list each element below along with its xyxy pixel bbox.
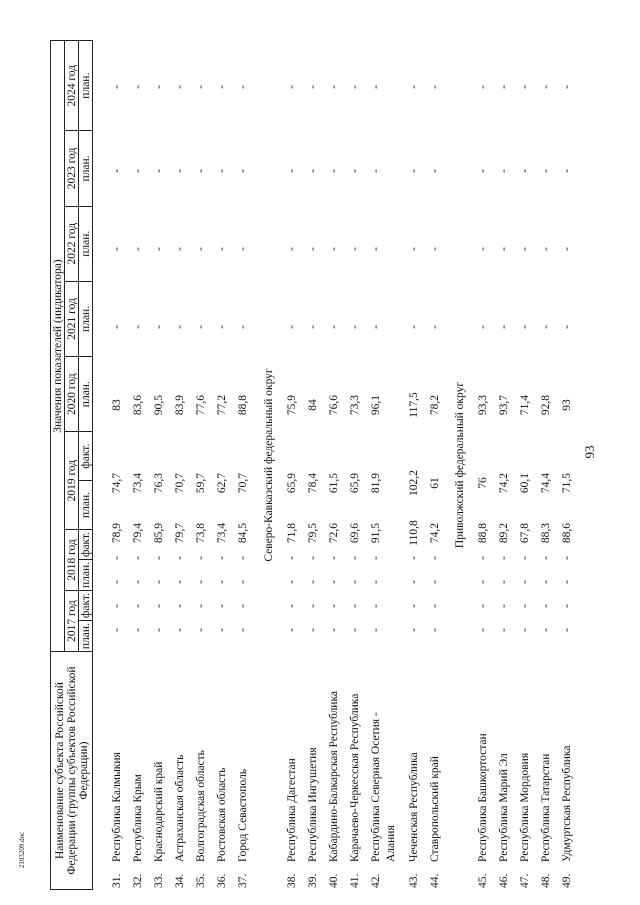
value-cell: 88,8 xyxy=(237,394,249,416)
value-cell: - xyxy=(132,85,144,89)
value-cell: - xyxy=(153,169,165,173)
value-cell: 83 xyxy=(111,399,123,411)
value-cell: - xyxy=(561,325,573,329)
value-cell: - xyxy=(174,169,186,173)
row-number: 46. xyxy=(498,873,510,888)
value-cell: - xyxy=(216,580,228,584)
value-cell: 73,3 xyxy=(349,394,361,416)
row-number: 45. xyxy=(477,873,489,888)
value-cell: - xyxy=(408,604,420,608)
value-cell: 71,8 xyxy=(286,522,298,544)
value-cell: - xyxy=(408,628,420,632)
header-year: 2024 год xyxy=(65,41,79,131)
header-year: 2018 год xyxy=(65,529,79,590)
value-cell: 74,4 xyxy=(540,472,552,494)
value-cell: 88,8 xyxy=(477,522,489,544)
header-fact: факт. xyxy=(79,529,93,559)
value-cell: - xyxy=(519,556,531,560)
value-cell: - xyxy=(174,325,186,329)
value-cell: - xyxy=(237,169,249,173)
value-cell: - xyxy=(370,169,382,173)
row-number: 35. xyxy=(195,873,207,888)
row-number: 41. xyxy=(349,873,361,888)
region-name: Чеченская Республика xyxy=(408,752,420,862)
value-cell: 73,4 xyxy=(216,522,228,544)
row-number: 31. xyxy=(111,873,123,888)
value-cell: - xyxy=(370,604,382,608)
value-cell: - xyxy=(111,169,123,173)
value-cell: - xyxy=(370,325,382,329)
value-cell: 90,5 xyxy=(153,394,165,416)
value-cell: - xyxy=(540,169,552,173)
value-cell: - xyxy=(561,604,573,608)
value-cell: - xyxy=(328,628,340,632)
value-cell: - xyxy=(286,169,298,173)
value-cell: - xyxy=(498,85,510,89)
value-cell: - xyxy=(174,85,186,89)
value-cell: - xyxy=(286,556,298,560)
value-cell: - xyxy=(307,580,319,584)
value-cell: - xyxy=(307,604,319,608)
value-cell: - xyxy=(132,628,144,632)
value-cell: 72,6 xyxy=(328,522,340,544)
value-cell: - xyxy=(174,604,186,608)
header-year: 2020 год xyxy=(65,357,79,432)
page-number: 93 xyxy=(582,445,597,459)
value-cell: 74,2 xyxy=(498,472,510,494)
value-cell: - xyxy=(498,169,510,173)
value-cell: 88,6 xyxy=(561,522,573,544)
value-cell: - xyxy=(286,325,298,329)
value-cell: - xyxy=(216,325,228,329)
header-year: 2021 год xyxy=(65,281,79,356)
value-cell: - xyxy=(519,580,531,584)
region-name: Алания xyxy=(385,825,397,862)
value-cell: 73,4 xyxy=(132,472,144,494)
value-cell: - xyxy=(216,169,228,173)
value-cell: - xyxy=(307,85,319,89)
value-cell: - xyxy=(498,604,510,608)
value-cell: 83,6 xyxy=(132,394,144,416)
value-cell: - xyxy=(349,580,361,584)
value-cell: - xyxy=(477,325,489,329)
value-cell: - xyxy=(349,628,361,632)
value-cell: - xyxy=(328,169,340,173)
table-row xyxy=(194,40,208,890)
value-cell: - xyxy=(174,247,186,251)
value-cell: - xyxy=(286,580,298,584)
value-cell: - xyxy=(132,556,144,560)
value-cell: - xyxy=(111,85,123,89)
value-cell: - xyxy=(237,580,249,584)
value-cell: - xyxy=(498,580,510,584)
header-year: 2023 год xyxy=(65,131,79,206)
value-cell: - xyxy=(370,580,382,584)
value-cell: - xyxy=(153,247,165,251)
value-cell: - xyxy=(370,556,382,560)
value-cell: - xyxy=(429,169,441,173)
region-name: Волгоградская область xyxy=(195,750,207,862)
value-cell: 85,9 xyxy=(153,522,165,544)
value-cell: - xyxy=(237,628,249,632)
value-cell: - xyxy=(174,556,186,560)
value-cell: - xyxy=(195,580,207,584)
value-cell: 76 xyxy=(477,477,489,489)
value-cell: - xyxy=(216,628,228,632)
value-cell: - xyxy=(328,604,340,608)
value-cell: - xyxy=(429,604,441,608)
region-name: Город Севастополь xyxy=(237,768,249,862)
row-number: 37. xyxy=(237,873,249,888)
value-cell: - xyxy=(286,628,298,632)
value-cell: - xyxy=(561,85,573,89)
row-number: 49. xyxy=(561,873,573,888)
row-number: 42. xyxy=(370,873,382,888)
value-cell: - xyxy=(408,325,420,329)
table-row xyxy=(110,40,124,890)
header-plan: план. xyxy=(79,281,93,356)
value-cell: - xyxy=(111,247,123,251)
value-cell: - xyxy=(408,169,420,173)
value-cell: - xyxy=(237,604,249,608)
region-name: Республика Калмыкия xyxy=(111,752,123,862)
value-cell: 117,5 xyxy=(408,392,420,418)
value-cell: - xyxy=(540,85,552,89)
value-cell: - xyxy=(174,628,186,632)
value-cell: 79,7 xyxy=(174,522,186,544)
value-cell: - xyxy=(132,247,144,251)
value-cell: - xyxy=(477,556,489,560)
value-cell: 65,9 xyxy=(286,472,298,494)
value-cell: - xyxy=(111,325,123,329)
value-cell: - xyxy=(195,604,207,608)
value-cell: - xyxy=(349,556,361,560)
region-name: Республика Марий Эл xyxy=(498,753,510,862)
value-cell: - xyxy=(349,85,361,89)
table-row xyxy=(152,40,166,890)
value-cell: 75,9 xyxy=(286,394,298,416)
header-year: 2022 год xyxy=(65,206,79,281)
value-cell: - xyxy=(429,628,441,632)
table-row xyxy=(306,40,320,890)
value-cell: - xyxy=(408,556,420,560)
table-row xyxy=(131,40,145,890)
value-cell: - xyxy=(561,628,573,632)
value-cell: 65,9 xyxy=(349,472,361,494)
value-cell: - xyxy=(370,85,382,89)
value-cell: - xyxy=(132,169,144,173)
value-cell: - xyxy=(477,169,489,173)
value-cell: - xyxy=(519,85,531,89)
value-cell: 61,5 xyxy=(328,472,340,494)
value-cell: - xyxy=(195,325,207,329)
region-name: Республика Крым xyxy=(132,774,144,862)
row-number: 48. xyxy=(540,873,552,888)
value-cell: - xyxy=(286,85,298,89)
value-cell: 110,8 xyxy=(408,520,420,546)
value-cell: - xyxy=(195,628,207,632)
value-cell: - xyxy=(408,247,420,251)
value-cell: - xyxy=(216,604,228,608)
value-cell: - xyxy=(540,556,552,560)
value-cell: 92,8 xyxy=(540,394,552,416)
value-cell: - xyxy=(153,580,165,584)
row-number: 44. xyxy=(429,873,441,888)
value-cell: - xyxy=(519,604,531,608)
region-name: Ставропольский край xyxy=(429,756,441,862)
row-number: 38. xyxy=(286,873,298,888)
value-cell: - xyxy=(111,580,123,584)
value-cell: 96,1 xyxy=(370,394,382,416)
value-cell: 70,7 xyxy=(237,472,249,494)
value-cell: - xyxy=(519,628,531,632)
header-plan: план. xyxy=(79,560,93,591)
header-fact: факт. xyxy=(79,591,93,621)
value-cell: 84,5 xyxy=(237,522,249,544)
header-fact: факт. xyxy=(79,432,93,481)
region-name: Астраханская область xyxy=(174,754,186,862)
value-cell: - xyxy=(477,604,489,608)
table-row xyxy=(369,40,397,890)
value-cell: 93 xyxy=(561,399,573,411)
value-cell: 71,5 xyxy=(561,472,573,494)
value-cell: - xyxy=(519,325,531,329)
table-row xyxy=(539,40,553,890)
table-row xyxy=(518,40,532,890)
header-plan: план. xyxy=(79,41,93,131)
table-row xyxy=(428,40,442,890)
header-indicator-group: Значения показателей (индикатора) xyxy=(51,41,65,652)
value-cell: - xyxy=(498,628,510,632)
header-plan: план. xyxy=(79,621,93,652)
rotated-table-area xyxy=(50,40,573,890)
value-cell: - xyxy=(307,556,319,560)
value-cell: - xyxy=(216,247,228,251)
value-cell: - xyxy=(408,580,420,584)
region-name: Ростовская область xyxy=(216,767,228,862)
value-cell: 76,3 xyxy=(153,472,165,494)
value-cell: - xyxy=(153,604,165,608)
value-cell: - xyxy=(349,169,361,173)
region-name: Республика Башкортостан xyxy=(477,733,489,862)
region-name: Удмуртская Республика xyxy=(561,745,573,862)
region-name: Республика Мордовия xyxy=(519,752,531,862)
value-cell: - xyxy=(477,580,489,584)
value-cell: - xyxy=(216,556,228,560)
table-row xyxy=(560,40,574,890)
header-plan: план. xyxy=(79,206,93,281)
section-heading: Приволжский федеральный округ xyxy=(454,381,466,549)
value-cell: 74,7 xyxy=(111,472,123,494)
header-year: 2017 год xyxy=(65,591,79,652)
value-cell: - xyxy=(237,325,249,329)
row-number: 40. xyxy=(328,873,340,888)
value-cell: 71,4 xyxy=(519,394,531,416)
value-cell: - xyxy=(370,628,382,632)
value-cell: - xyxy=(195,85,207,89)
value-cell: - xyxy=(498,247,510,251)
value-cell: - xyxy=(561,580,573,584)
value-cell: 60,1 xyxy=(519,472,531,494)
value-cell: - xyxy=(195,247,207,251)
value-cell: - xyxy=(153,325,165,329)
indicators-table-header xyxy=(50,40,93,890)
value-cell: - xyxy=(111,556,123,560)
value-cell: 79,4 xyxy=(132,522,144,544)
value-cell: 102,2 xyxy=(408,470,420,496)
header-plan: план. xyxy=(79,357,93,432)
value-cell: 81,9 xyxy=(370,472,382,494)
table-row xyxy=(173,40,187,890)
value-cell: 61 xyxy=(429,477,441,489)
value-cell: - xyxy=(216,85,228,89)
value-cell: 77,2 xyxy=(216,394,228,416)
row-number: 39. xyxy=(307,873,319,888)
region-name: Республика Северная Осетия - xyxy=(370,712,382,862)
row-number: 33. xyxy=(153,873,165,888)
table-row xyxy=(476,40,490,890)
value-cell: 93,7 xyxy=(498,394,510,416)
value-cell: - xyxy=(370,247,382,251)
value-cell: - xyxy=(477,628,489,632)
value-cell: - xyxy=(429,325,441,329)
table-row xyxy=(348,40,362,890)
row-number: 43. xyxy=(408,873,420,888)
region-name: Республика Ингушетия xyxy=(307,747,319,862)
value-cell: - xyxy=(328,325,340,329)
row-number: 32. xyxy=(132,873,144,888)
region-name: Республика Татарстан xyxy=(540,753,552,862)
region-name: Кабардино-Балкарская Республика xyxy=(328,691,340,862)
row-number: 34. xyxy=(174,873,186,888)
value-cell: - xyxy=(307,169,319,173)
value-cell: 74,2 xyxy=(429,522,441,544)
value-cell: 76,6 xyxy=(328,394,340,416)
value-cell: - xyxy=(328,556,340,560)
row-number: 36. xyxy=(216,873,228,888)
value-cell: - xyxy=(349,325,361,329)
value-cell: 78,2 xyxy=(429,394,441,416)
region-name: Краснодарский край xyxy=(153,761,165,862)
value-cell: - xyxy=(429,247,441,251)
value-cell: - xyxy=(349,247,361,251)
value-cell: - xyxy=(498,325,510,329)
table-row xyxy=(236,40,250,890)
value-cell: 91,5 xyxy=(370,522,382,544)
value-cell: - xyxy=(132,325,144,329)
value-cell: - xyxy=(111,628,123,632)
value-cell: - xyxy=(286,247,298,251)
table-row xyxy=(285,40,299,890)
value-cell: 83,9 xyxy=(174,394,186,416)
header-plan: план. xyxy=(79,131,93,206)
value-cell: 79,5 xyxy=(307,522,319,544)
value-cell: - xyxy=(153,556,165,560)
value-cell: - xyxy=(477,85,489,89)
value-cell: 84 xyxy=(307,399,319,411)
value-cell: - xyxy=(429,556,441,560)
value-cell: - xyxy=(307,247,319,251)
value-cell: 78,9 xyxy=(111,522,123,544)
header-year: 2019 год xyxy=(65,432,79,530)
value-cell: 73,8 xyxy=(195,522,207,544)
value-cell: - xyxy=(540,325,552,329)
value-cell: - xyxy=(540,580,552,584)
region-name: Карачаево-Черкесская Республика xyxy=(349,693,361,862)
value-cell: - xyxy=(561,556,573,560)
value-cell: - xyxy=(328,580,340,584)
value-cell: - xyxy=(328,85,340,89)
value-cell: - xyxy=(132,580,144,584)
value-cell: - xyxy=(540,604,552,608)
value-cell: - xyxy=(174,580,186,584)
value-cell: - xyxy=(429,580,441,584)
value-cell: - xyxy=(195,169,207,173)
value-cell: - xyxy=(237,85,249,89)
region-name: Республика Дагестан xyxy=(286,758,298,862)
value-cell: - xyxy=(561,169,573,173)
value-cell: - xyxy=(195,556,207,560)
value-cell: 77,6 xyxy=(195,394,207,416)
table-row xyxy=(497,40,511,890)
value-cell: 70,7 xyxy=(174,472,186,494)
value-cell: - xyxy=(540,247,552,251)
value-cell: - xyxy=(153,628,165,632)
value-cell: 78,4 xyxy=(307,472,319,494)
value-cell: - xyxy=(307,628,319,632)
value-cell: 69,6 xyxy=(349,522,361,544)
value-cell: - xyxy=(349,604,361,608)
value-cell: - xyxy=(519,247,531,251)
value-cell: - xyxy=(561,247,573,251)
value-cell: - xyxy=(477,247,489,251)
document-reference: 2103209.doc xyxy=(18,831,26,869)
value-cell: - xyxy=(132,604,144,608)
table-row xyxy=(215,40,229,890)
value-cell: 88,3 xyxy=(540,522,552,544)
value-cell: - xyxy=(408,85,420,89)
value-cell: - xyxy=(429,85,441,89)
value-cell: - xyxy=(519,169,531,173)
value-cell: 89,2 xyxy=(498,522,510,544)
value-cell: 59,7 xyxy=(195,472,207,494)
table-row xyxy=(407,40,421,890)
row-number: 47. xyxy=(519,873,531,888)
value-cell: - xyxy=(286,604,298,608)
value-cell: - xyxy=(328,247,340,251)
value-cell: 93,3 xyxy=(477,394,489,416)
value-cell: - xyxy=(153,85,165,89)
table-row xyxy=(327,40,341,890)
header-plan: план. xyxy=(79,481,93,530)
value-cell: 62,7 xyxy=(216,472,228,494)
value-cell: 67,8 xyxy=(519,522,531,544)
value-cell: - xyxy=(307,325,319,329)
value-cell: - xyxy=(540,628,552,632)
header-name-column: Наименование субъекта Российской Федерации (группы субъектов Российской Федерации) xyxy=(51,652,93,890)
value-cell: - xyxy=(498,556,510,560)
section-heading: Северо-Кавказский федеральный округ xyxy=(263,368,275,562)
value-cell: - xyxy=(111,604,123,608)
value-cell: - xyxy=(237,247,249,251)
value-cell: - xyxy=(237,556,249,560)
